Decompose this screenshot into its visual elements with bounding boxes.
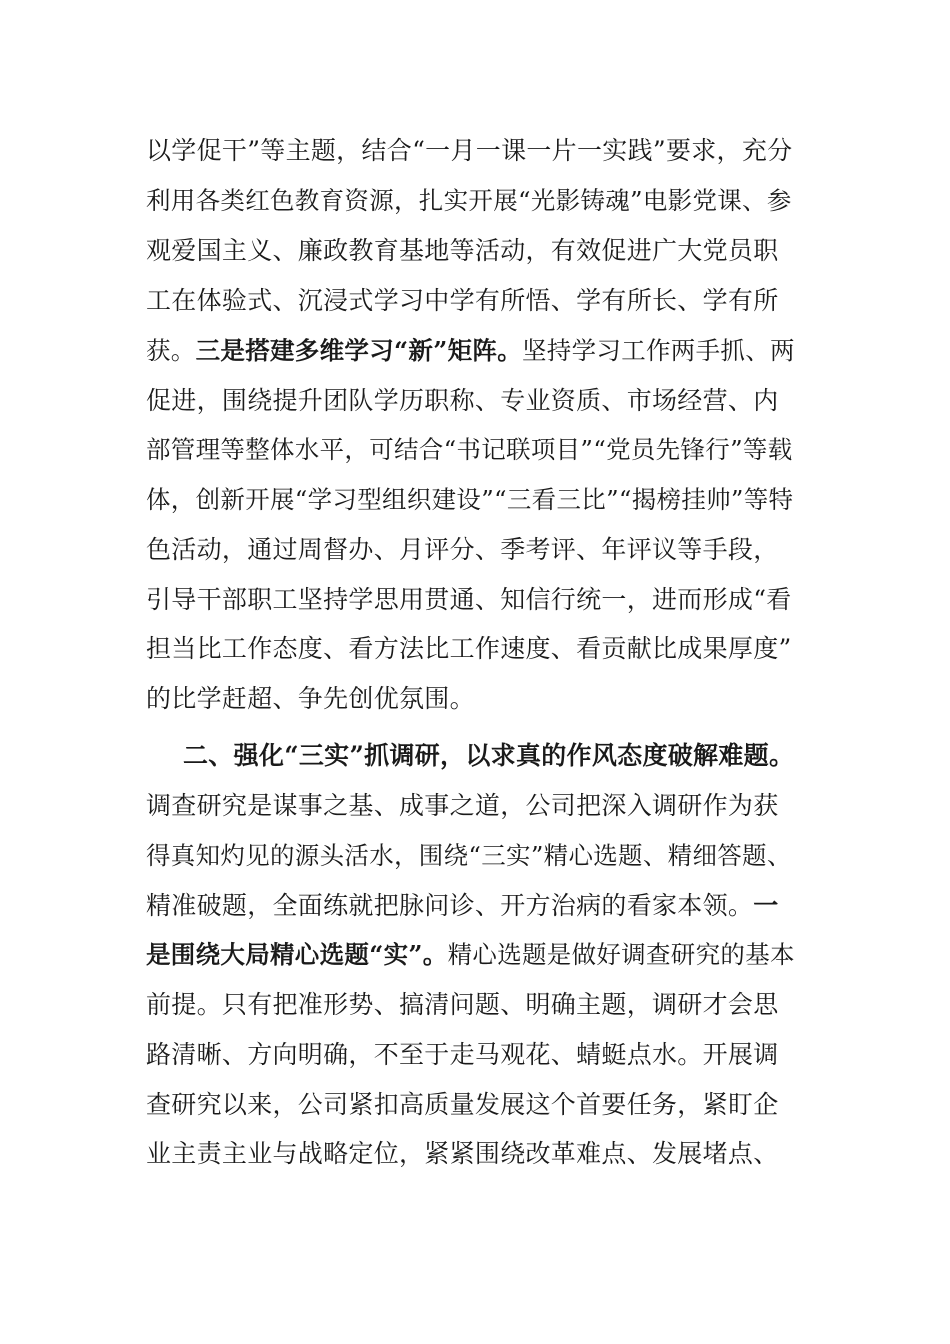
text-segment: 得真知灼见的源头活水，围绕“三实”精心选题、精细答题、 [146,841,792,870]
text-segment: 担当比工作态度、看方法比工作速度、看贡献比成果厚度” [146,634,792,663]
text-line [146,535,779,565]
text-line [146,435,793,465]
section-heading [183,741,794,771]
text-line [146,236,779,266]
text-segment: 业主责主业与战略定位，紧紧围绕改革难点、发展堵点、 [146,1139,779,1168]
text-segment: 利用各类红色教育资源，扎实开展“光影铸魂”电影党课、参 [146,186,792,215]
text-line [146,1090,779,1120]
text-segment: 精心选题是做好调查研究的基本 [447,940,795,969]
text-line [146,286,779,316]
text-line [146,136,792,166]
text-segment: 的比学赶超、争先创优氛围。 [146,684,475,713]
text-line [146,891,779,921]
section-heading-text: 二、强化“三实”抓调研，以求真的作风态度破解难题。 [183,741,795,770]
text-segment: 精准破题，全面练就把脉问诊、开方治病的看家本领。 [146,891,754,920]
text-line [146,940,795,970]
text-segment: 以学促干”等主题，结合“一月一课一片一实践”要求，充分 [146,136,793,165]
text-line [146,1139,779,1169]
text-segment: 坚持学习工作两手抓、两 [522,336,795,365]
text-line [146,1040,779,1070]
text-segment: 色活动，通过周督办、月评分、季考评、年评议等手段， [146,535,779,564]
text-line [146,841,792,871]
text-line [146,186,792,216]
text-line [146,485,793,515]
bold-heading-segment: 是围绕大局精心选题“实”。 [146,940,448,969]
text-line [146,634,792,664]
text-segment: 前提。只有把准形势、搞清问题、明确主题，调研才会思 [146,990,779,1019]
text-line [146,684,475,714]
text-segment: 工在体验式、沉浸式学习中学有所悟、学有所长、学有所 [146,286,779,315]
text-segment: 调查研究是谋事之基、成事之道，公司把深入调研作为获 [146,791,779,820]
text-segment: 体，创新开展“学习型组织建设”“三看三比”“揭榜挂帅”等特 [146,485,794,514]
text-segment: 路清晰、方向明确，不至于走马观花、蜻蜓点水。开展调 [146,1040,779,1069]
text-segment: 获。 [146,336,196,365]
text-segment: 部管理等整体水平，可结合“书记联项目”“党员先锋行”等载 [146,435,793,464]
text-line [146,336,795,366]
bold-heading-segment: 三是搭建多维学习“新”矩阵。 [195,336,522,365]
text-line [146,386,779,416]
text-segment: 查研究以来，公司紧扣高质量发展这个首要任务，紧盯企 [146,1090,779,1119]
text-segment: 观爱国主义、廉政教育基地等活动，有效促进广大党员职 [146,236,779,265]
text-line [146,585,792,615]
bold-heading-segment: 一 [753,891,779,920]
text-segment: 引导干部职工坚持学思用贯通、知信行统一，进而形成“看 [146,585,792,614]
text-line [146,990,779,1020]
text-line [146,791,779,821]
text-segment: 促进，围绕提升团队学历职称、专业资质、市场经营、内 [146,386,779,415]
